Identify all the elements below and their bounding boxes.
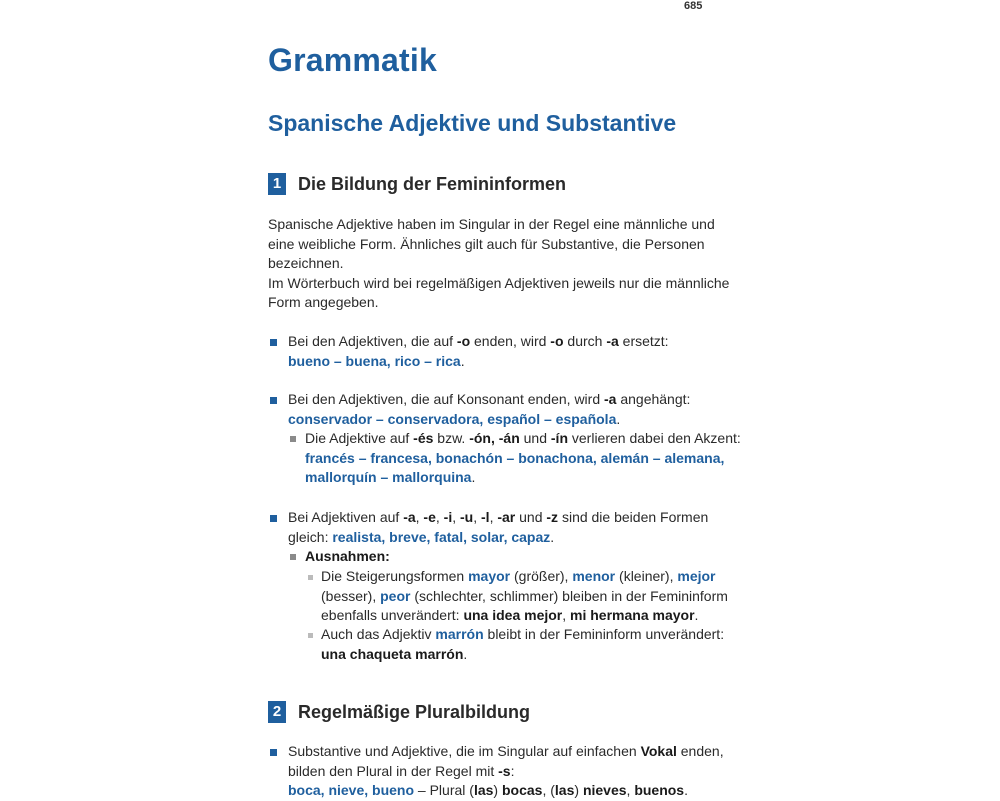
example-line: mallorquín – mallorquina.	[305, 469, 476, 486]
page-subtitle: Spanische Adjektive und Substantive	[268, 110, 677, 136]
text-line: una chaqueta marrón.	[321, 645, 468, 662]
square-bullet-icon	[270, 339, 277, 346]
page-number: 685	[684, 0, 703, 12]
rule-same-forms	[268, 508, 738, 547]
text-line: Bei Adjektiven auf -a, -e, -i, -u, -l, -ar und -z sind die beiden Formen	[288, 509, 709, 525]
text-line: Im Wörterbuch wird bei regelmäßigen Adjektiven jeweils nur die männliche	[268, 274, 730, 291]
text-line: Auch das Adjektiv marrón bleibt in der Femininform unverändert:	[321, 626, 725, 642]
exceptions-label	[268, 547, 738, 567]
section-number-badge: 2	[268, 701, 286, 723]
square-bullet-icon	[270, 397, 277, 404]
text-line: Bei den Adjektiven, die auf Konsonant enden, wird -a angehängt:	[288, 391, 691, 407]
section-1-heading	[268, 173, 566, 195]
square-bullet-icon	[290, 436, 296, 442]
text-line: bezeichnen.	[268, 255, 344, 272]
text-line: (besser), peor (schlechter, schlimmer) bleiben in der Femininform	[321, 587, 728, 604]
example-line: boca, nieve, bueno – Plural (las) bocas, (las) nieves, buenos.	[288, 782, 688, 799]
text-line: Substantive und Adjektive, die im Singular auf einfachen Vokal enden,	[288, 743, 724, 759]
square-bullet-icon	[290, 554, 296, 560]
section-number-badge: 1	[268, 173, 286, 195]
square-bullet-icon	[308, 633, 313, 638]
page-title: Grammatik	[268, 42, 437, 78]
exception-comparatives	[268, 567, 738, 626]
text-line: Bei den Adjektiven, die auf -o enden, wird -o durch -a ersetzt:	[288, 333, 669, 349]
text-line: Die Adjektive auf -és bzw. -ón, -án und -ín verlieren dabei den Akzent:	[305, 430, 741, 446]
rule-consonant-ending	[268, 390, 738, 429]
section-2-heading	[268, 701, 530, 723]
square-bullet-icon	[270, 749, 277, 756]
section-title: Die Bildung der Femininformen	[298, 173, 567, 194]
square-bullet-icon	[270, 515, 277, 522]
example-line: gleich: realista, breve, fatal, solar, capaz.	[288, 528, 555, 545]
text-line: Die Steigerungsformen mayor (größer), menor (kleiner), mejor	[321, 568, 716, 584]
example-line: francés – francesa, bonachón – bonachona, alemán – alemana,	[305, 449, 725, 466]
text-line: Ausnahmen:	[305, 548, 390, 564]
section-title: Regelmäßige Pluralbildung	[298, 701, 531, 722]
intro-paragraph	[268, 215, 738, 313]
text-line: ebenfalls unverändert: una idea mejor, mi hermana mayor.	[321, 607, 699, 624]
rule-plural-vowel	[268, 742, 738, 801]
rule-o-ending	[268, 332, 738, 371]
subrule-accent	[268, 429, 741, 488]
text-line: Spanische Adjektive haben im Singular in der Regel eine männliche und	[268, 216, 715, 232]
text-line: eine weibliche Form. Ähnliches gilt auch für Substantive, die Personen	[268, 235, 705, 252]
example-line: bueno – buena, rico – rica.	[288, 352, 465, 369]
example-line: conservador – conservadora, español – española.	[288, 410, 621, 427]
square-bullet-icon	[308, 575, 313, 580]
text-line: bilden den Plural in der Regel mit -s:	[288, 762, 515, 779]
exception-marron	[268, 625, 738, 664]
text-line: Form angegeben.	[268, 294, 379, 311]
